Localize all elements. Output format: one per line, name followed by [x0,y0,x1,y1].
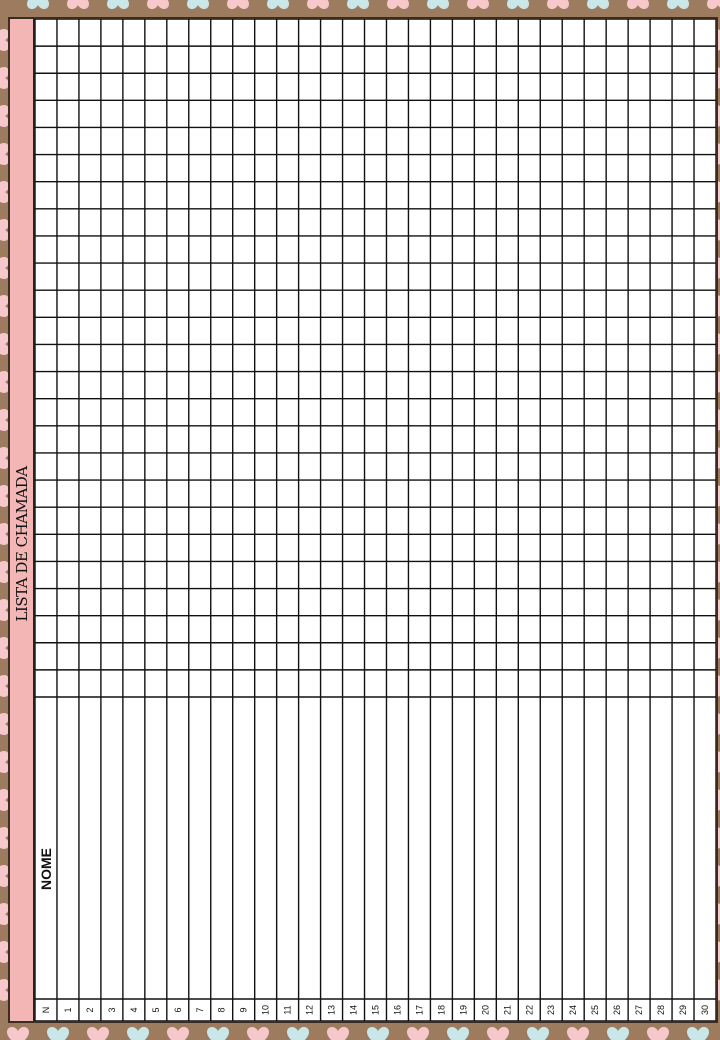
heart-icon [187,0,209,9]
row-number: 1 [62,1007,73,1013]
student-name-field[interactable] [80,698,100,998]
heart-icon [607,1027,629,1040]
heart-icon [367,1027,389,1040]
row-number: 3 [106,1007,117,1013]
row-number: 4 [128,1007,139,1013]
row-number: 20 [480,1004,491,1016]
heart-icon [347,0,369,9]
heart-icon [247,1027,269,1040]
heart-icon [67,0,89,9]
number-header: N [40,1006,51,1014]
heart-icon [307,0,329,9]
student-name-field[interactable] [563,698,583,998]
heart-icon [387,0,409,9]
attendance-sheet [8,17,718,1023]
row-number: 16 [392,1004,403,1016]
student-name-field[interactable] [453,698,473,998]
heart-icon [227,0,249,9]
row-number: 27 [634,1004,645,1016]
heart-icon [707,0,720,9]
student-name-field[interactable] [519,698,539,998]
heart-icon [327,1027,349,1040]
row-number: 24 [568,1004,579,1016]
row-number: 9 [238,1007,249,1013]
student-name-field[interactable] [190,698,210,998]
heart-icon [627,0,649,9]
heart-icon [407,1027,429,1040]
attendance-grid [35,19,716,1021]
student-name-field[interactable] [409,698,429,998]
heart-icon [687,1027,709,1040]
student-name-field[interactable] [168,698,188,998]
student-name-field[interactable] [497,698,517,998]
row-number: 10 [260,1004,271,1016]
row-number: 8 [216,1007,227,1013]
heart-icon [447,1027,469,1040]
student-name-field[interactable] [431,698,451,998]
student-name-field[interactable] [585,698,605,998]
heart-icon [467,0,489,9]
row-number: 30 [700,1004,711,1016]
heart-icon [147,0,169,9]
row-number: 22 [524,1004,535,1016]
student-name-field[interactable] [607,698,627,998]
student-name-field[interactable] [366,698,386,998]
heart-icon [507,0,529,9]
heart-icon [567,1027,589,1040]
student-name-field[interactable] [673,698,693,998]
heart-icon [107,0,129,9]
student-name-field[interactable] [234,698,254,998]
heart-icon [167,1027,189,1040]
student-name-field[interactable] [322,698,342,998]
student-name-field[interactable] [695,698,715,998]
row-number: 2 [84,1007,95,1013]
row-number: 23 [546,1004,557,1016]
row-number: 17 [414,1004,425,1016]
heart-icon [127,1027,149,1040]
row-number: 29 [678,1004,689,1016]
row-number: 25 [590,1004,601,1016]
row-number: 28 [656,1004,667,1016]
student-name-field[interactable] [146,698,166,998]
student-name-field[interactable] [256,698,276,998]
heart-icon [667,0,689,9]
student-name-field[interactable] [475,698,495,998]
student-name-field[interactable] [58,698,78,998]
student-name-field[interactable] [300,698,320,998]
row-number: 13 [326,1004,337,1016]
title-band [10,19,35,1021]
heart-icon [27,0,49,9]
heart-icon [587,0,609,9]
row-number: 15 [370,1004,381,1016]
student-name-field[interactable] [344,698,364,998]
heart-icon [207,1027,229,1040]
heart-icon [647,1027,669,1040]
row-number: 21 [502,1004,513,1016]
name-header: NOME [37,848,54,890]
row-number: 26 [612,1004,623,1016]
row-number: 19 [458,1004,469,1016]
heart-icon [287,1027,309,1040]
student-name-field[interactable] [387,698,407,998]
student-name-field[interactable] [651,698,671,998]
student-name-field[interactable] [102,698,122,998]
heart-icon [547,0,569,9]
heart-icon [47,1027,69,1040]
row-number: 7 [194,1007,205,1013]
row-number: 12 [304,1004,315,1016]
student-name-field[interactable] [541,698,561,998]
heart-icon [487,1027,509,1040]
row-number: 6 [172,1007,183,1013]
heart-icon [427,0,449,9]
heart-icon [267,0,289,9]
student-name-field[interactable] [629,698,649,998]
heart-icon [87,1027,109,1040]
row-number: 18 [436,1004,447,1016]
row-number: 11 [282,1005,293,1015]
heart-icon [527,1027,549,1040]
student-name-field[interactable] [278,698,298,998]
student-name-field[interactable] [212,698,232,998]
student-name-field[interactable] [124,698,144,998]
row-number: 14 [348,1004,359,1016]
sheet-title: LISTA DE CHAMADA [13,466,31,622]
row-number: 5 [150,1007,161,1013]
heart-icon [7,1027,29,1040]
